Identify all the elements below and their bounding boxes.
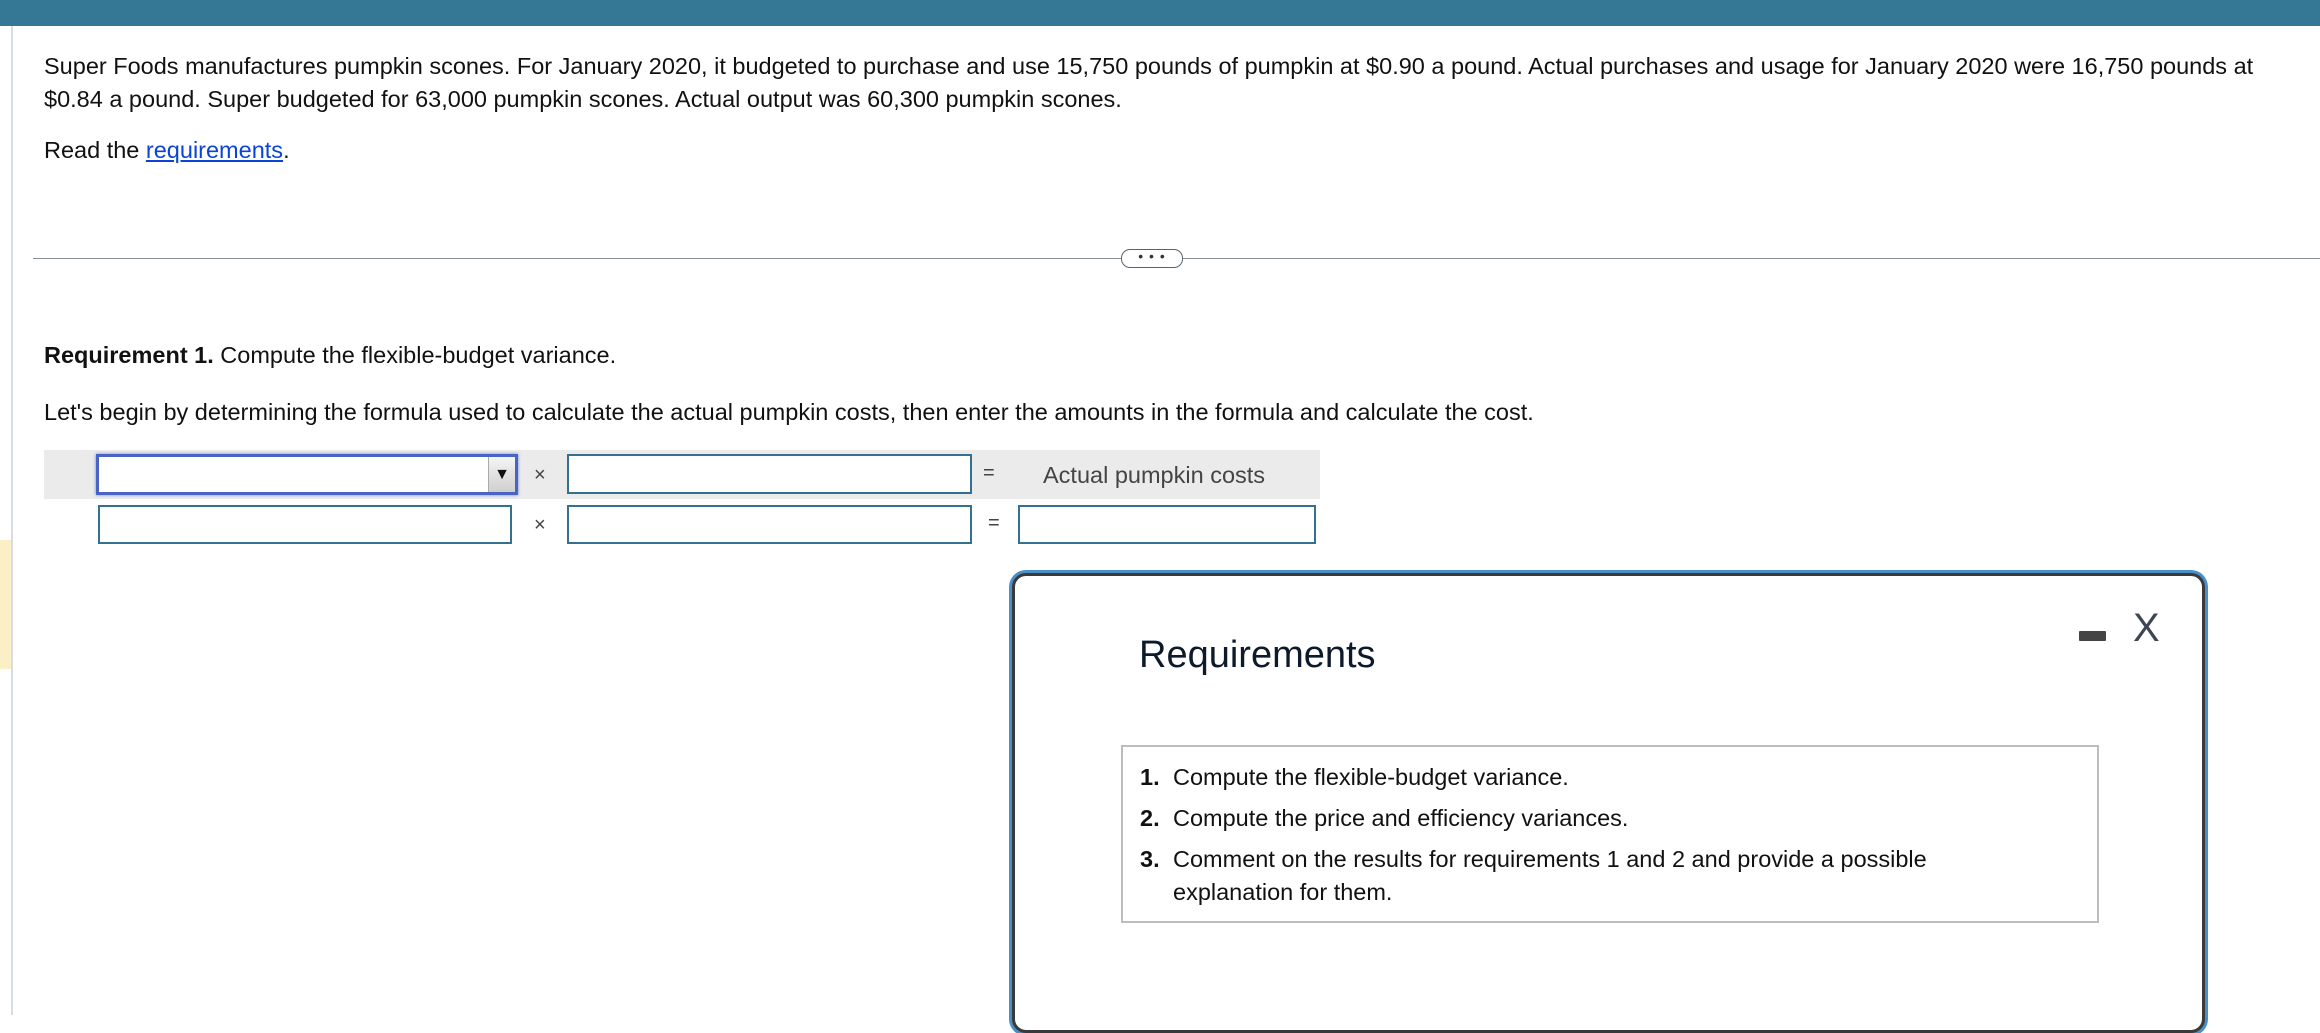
result-input[interactable] [1018,505,1316,544]
list-item [1140,802,2053,835]
dropdown-arrow-icon[interactable]: ▼ [488,457,515,492]
top-bar [0,0,2320,26]
list-item [1140,761,2053,794]
amount-input-2[interactable] [567,505,972,544]
formula-dropdown[interactable] [96,454,518,495]
requirement-label: Requirement 1. [44,342,214,368]
minimize-icon[interactable] [2079,631,2106,641]
list-item [1140,843,2053,909]
left-border [11,26,13,1015]
item-number: 1. [1140,764,1160,790]
item-text: Compute the price and efficiency variances. [1173,805,1629,831]
read-prefix: Read the [44,137,146,163]
amount-input-1[interactable] [98,505,512,544]
side-highlight [0,540,11,669]
requirement-text: Compute the flexible-budget variance. [213,342,617,368]
expand-button[interactable]: • • • [1121,249,1183,268]
read-requirements [44,137,290,164]
requirements-link[interactable]: requirements [145,137,284,163]
equals-sign: = [983,462,995,484]
modal-title: Requirements [1139,634,1376,676]
item-number: 2. [1140,805,1160,831]
requirements-modal [1012,573,2205,1033]
problem-text: Super Foods manufactures pumpkin scones. For January 2020, it budgeted to purchase and use 15,750 pounds of pumpkin at $0.90 a pound. Actual purchases and usage for January 2020 were 16,750 pounds at $0.84 a pound. Super budgeted for 63,000 pumpkin scones. Actual output was 60,300 pumpkin scones. [44,53,2254,112]
close-icon[interactable]: X [2133,606,2160,650]
times-sign: × [534,464,546,486]
item-text: Comment on the results for requirements 1 and 2 and provide a possible explanation for them. [1173,846,1927,905]
instruction-text: Let's begin by determining the formula used to calculate the actual pumpkin costs, then enter the amounts in the formula and calculate the cost. [44,399,1534,425]
requirement-heading [44,342,616,369]
requirements-list [1121,745,2099,923]
times-sign-2: × [534,514,546,536]
factor2-input[interactable] [567,454,972,494]
item-text: Compute the flexible-budget variance. [1173,764,1569,790]
read-suffix: . [283,137,290,163]
item-number: 3. [1140,846,1160,872]
equals-sign-2: = [988,512,1000,534]
result-label: Actual pumpkin costs [1043,462,1266,488]
